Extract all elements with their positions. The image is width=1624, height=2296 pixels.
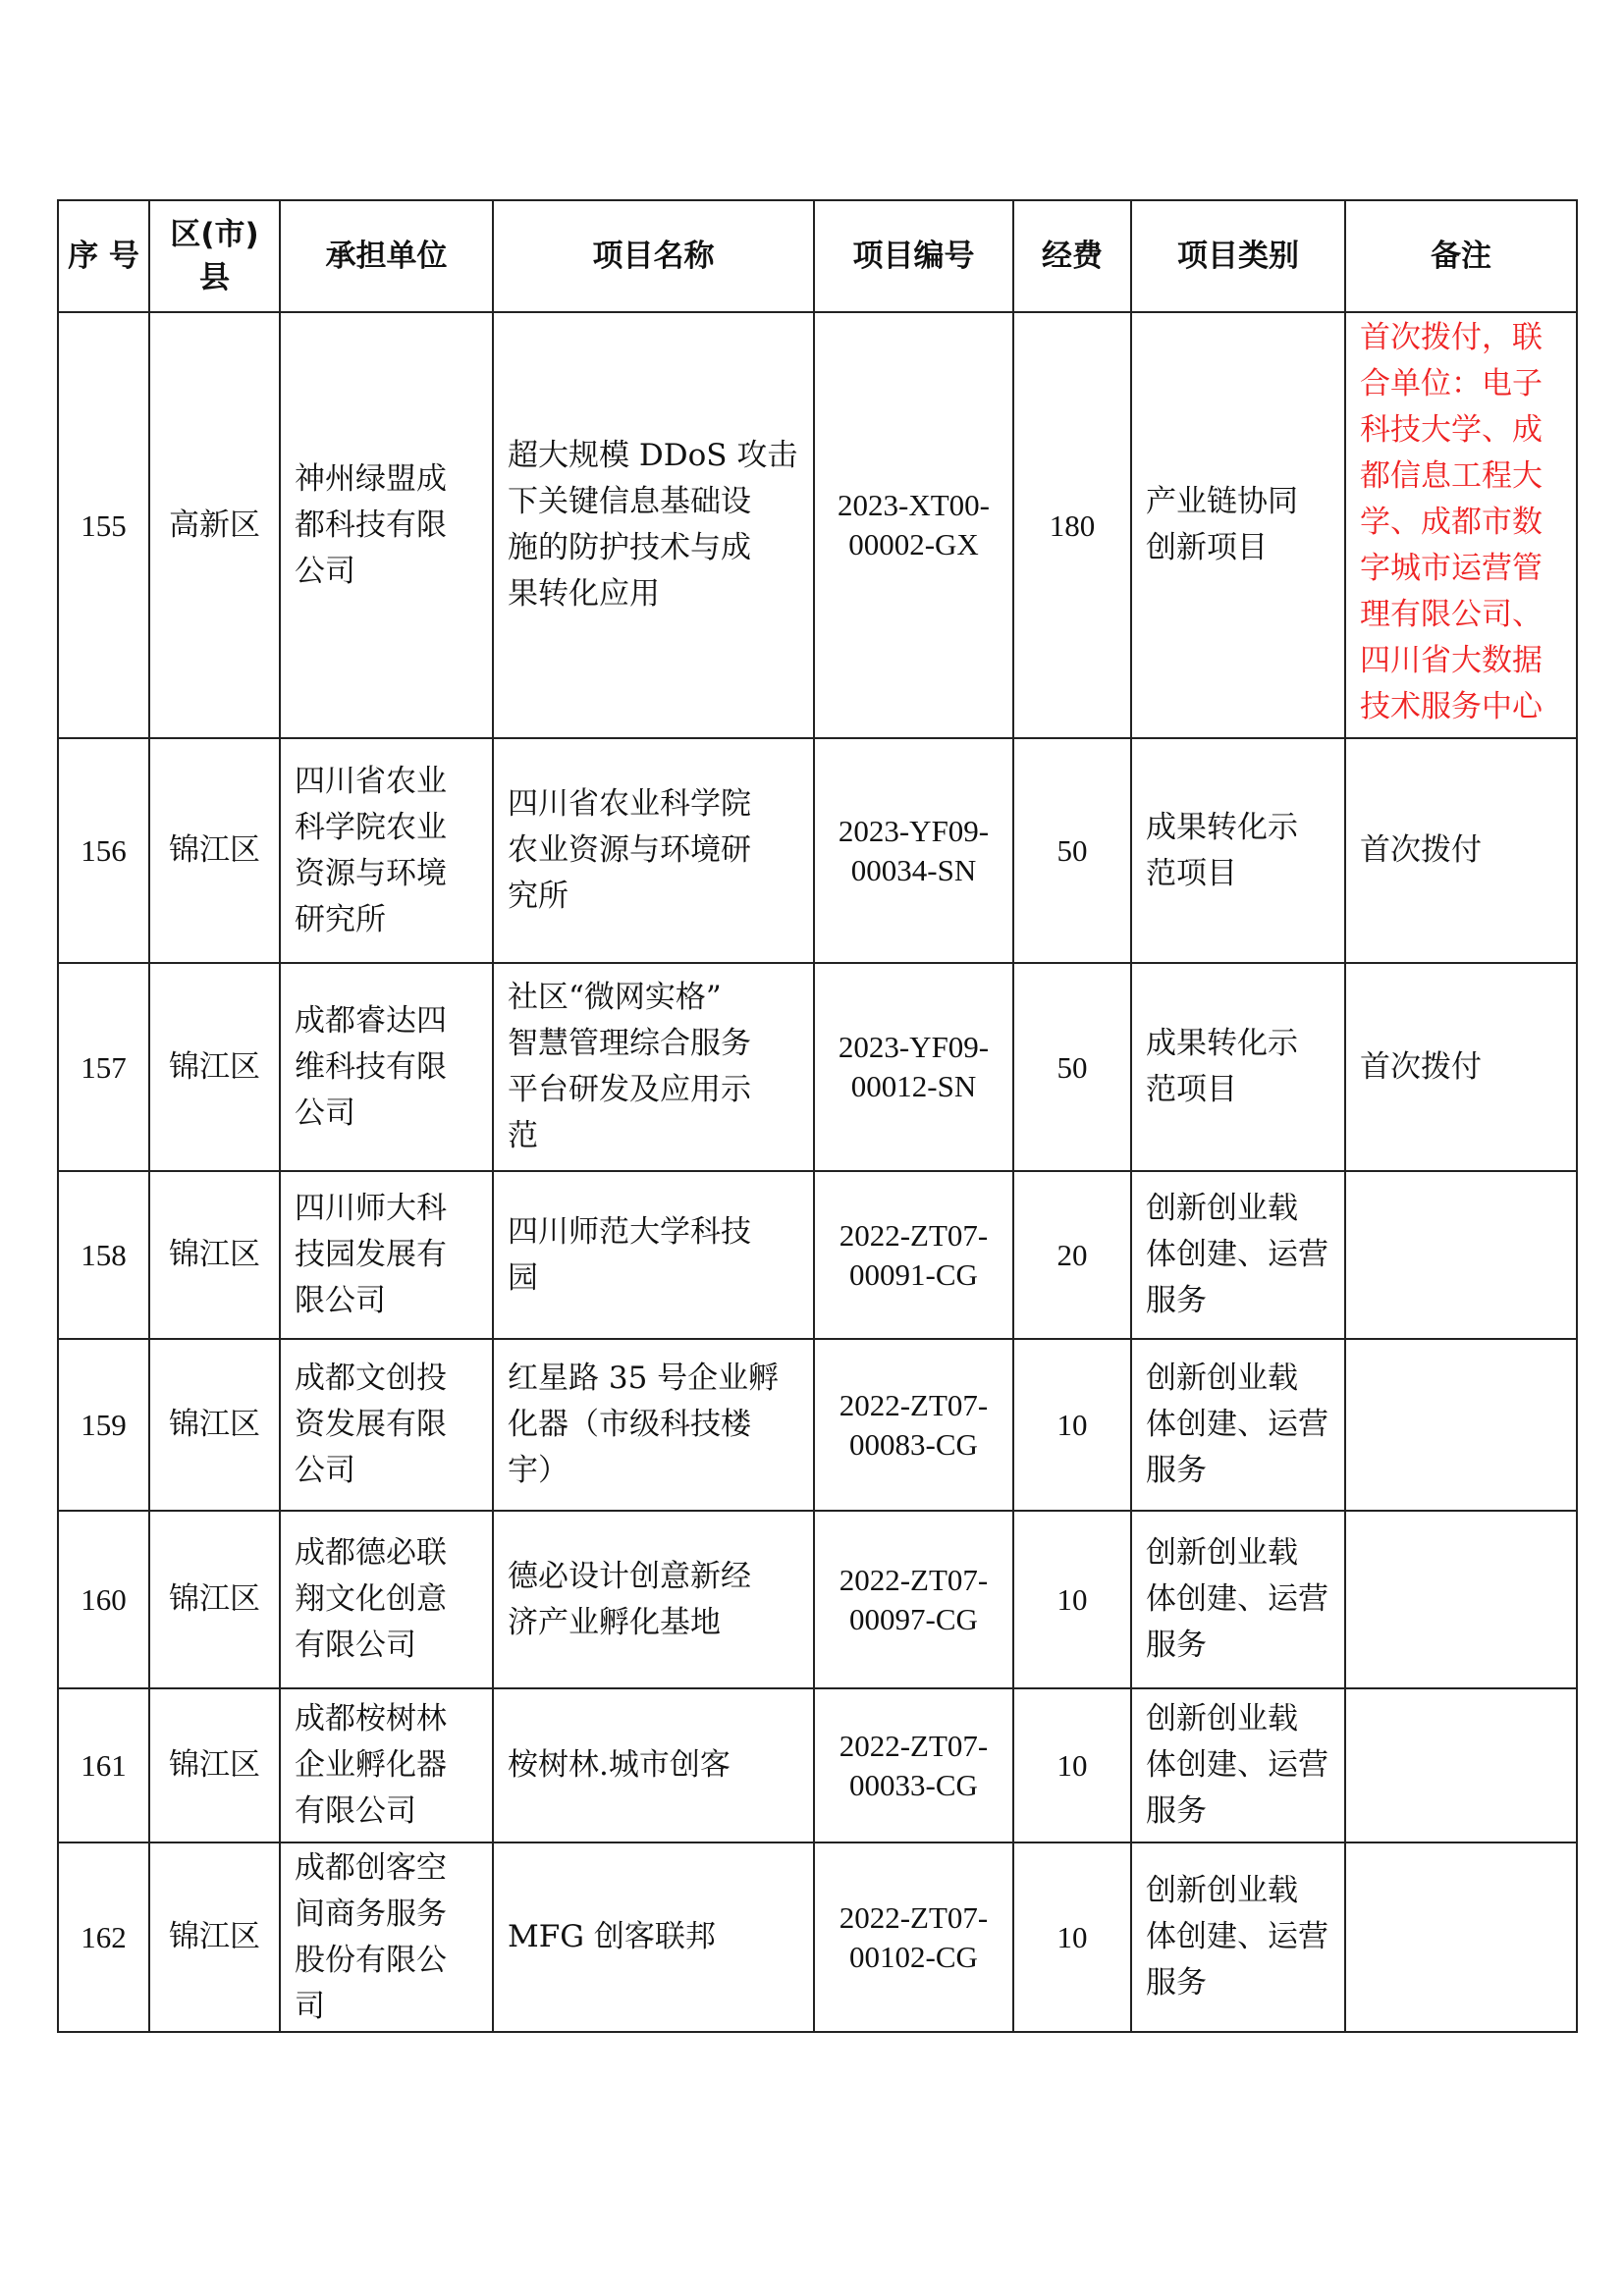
cell-project-name: 桉树林.城市创客 bbox=[493, 1688, 814, 1842]
cell-project-name: 四川省农业科学院 农业资源与环境研 究所 bbox=[493, 738, 814, 963]
table-row bbox=[58, 1511, 1577, 1688]
header-district: 区(市) 县 bbox=[149, 200, 280, 312]
header-category: 项目类别 bbox=[1131, 200, 1345, 312]
cell-project-code: 2022-ZT07- 00091-CG bbox=[814, 1171, 1013, 1339]
cell-project-name: MFG 创客联邦 bbox=[493, 1842, 814, 2032]
cell-unit: 成都桉树林 企业孵化器 有限公司 bbox=[280, 1688, 493, 1842]
header-remark: 备注 bbox=[1345, 200, 1577, 312]
cell-district: 锦江区 bbox=[149, 963, 280, 1171]
cell-funds: 50 bbox=[1013, 963, 1131, 1171]
cell-district: 锦江区 bbox=[149, 738, 280, 963]
cell-remark bbox=[1345, 1171, 1577, 1339]
cell-project-code: 2022-ZT07- 00097-CG bbox=[814, 1511, 1013, 1688]
cell-district: 锦江区 bbox=[149, 1339, 280, 1511]
cell-remark bbox=[1345, 1511, 1577, 1688]
cell-category: 创新创业载 体创建、运营 服务 bbox=[1131, 1511, 1345, 1688]
cell-funds: 50 bbox=[1013, 738, 1131, 963]
cell-seq: 159 bbox=[58, 1339, 149, 1511]
cell-funds: 10 bbox=[1013, 1688, 1131, 1842]
cell-project-code: 2022-ZT07- 00102-CG bbox=[814, 1842, 1013, 2032]
cell-category: 创新创业载 体创建、运营 服务 bbox=[1131, 1688, 1345, 1842]
cell-seq: 158 bbox=[58, 1171, 149, 1339]
cell-unit: 成都睿达四 维科技有限 公司 bbox=[280, 963, 493, 1171]
table-row bbox=[58, 1842, 1577, 2032]
cell-unit: 成都德必联 翔文化创意 有限公司 bbox=[280, 1511, 493, 1688]
cell-remark bbox=[1345, 1339, 1577, 1511]
table-row bbox=[58, 1339, 1577, 1511]
cell-project-name: 超大规模 DDoS 攻击 下关键信息基础设 施的防护技术与成 果转化应用 bbox=[493, 312, 814, 738]
cell-remark: 首次拨付，联 合单位：电子 科技大学、成 都信息工程大 学、成都市数 字城市运营管 理有限公司、 四川省大数据 技术服务中心 bbox=[1345, 312, 1577, 738]
header-project-code: 项目编号 bbox=[814, 200, 1013, 312]
cell-remark: 首次拨付 bbox=[1345, 963, 1577, 1171]
cell-project-name: 红星路 35 号企业孵 化器（市级科技楼 宇） bbox=[493, 1339, 814, 1511]
cell-project-code: 2023-YF09- 00012-SN bbox=[814, 963, 1013, 1171]
cell-unit: 神州绿盟成 都科技有限 公司 bbox=[280, 312, 493, 738]
header-seq: 序 号 bbox=[58, 200, 149, 312]
cell-district: 锦江区 bbox=[149, 1171, 280, 1339]
project-funding-table bbox=[57, 199, 1578, 2033]
header-funds: 经费 bbox=[1013, 200, 1131, 312]
table-row bbox=[58, 312, 1577, 738]
cell-district: 锦江区 bbox=[149, 1511, 280, 1688]
cell-unit: 成都创客空 间商务服务 股份有限公 司 bbox=[280, 1842, 493, 2032]
cell-category: 创新创业载 体创建、运营 服务 bbox=[1131, 1339, 1345, 1511]
cell-project-name: 四川师范大学科技 园 bbox=[493, 1171, 814, 1339]
cell-district: 锦江区 bbox=[149, 1842, 280, 2032]
table-row bbox=[58, 738, 1577, 963]
header-row bbox=[58, 200, 1577, 312]
cell-project-name: 德必设计创意新经 济产业孵化基地 bbox=[493, 1511, 814, 1688]
cell-project-code: 2023-YF09- 00034-SN bbox=[814, 738, 1013, 963]
cell-seq: 155 bbox=[58, 312, 149, 738]
cell-category: 产业链协同 创新项目 bbox=[1131, 312, 1345, 738]
cell-seq: 160 bbox=[58, 1511, 149, 1688]
cell-remark: 首次拨付 bbox=[1345, 738, 1577, 963]
cell-unit: 成都文创投 资发展有限 公司 bbox=[280, 1339, 493, 1511]
cell-unit: 四川省农业 科学院农业 资源与环境 研究所 bbox=[280, 738, 493, 963]
cell-project-name: 社区“微网实格” 智慧管理综合服务 平台研发及应用示 范 bbox=[493, 963, 814, 1171]
cell-unit: 四川师大科 技园发展有 限公司 bbox=[280, 1171, 493, 1339]
cell-project-code: 2022-ZT07- 00083-CG bbox=[814, 1339, 1013, 1511]
cell-funds: 20 bbox=[1013, 1171, 1131, 1339]
cell-project-code: 2022-ZT07- 00033-CG bbox=[814, 1688, 1013, 1842]
cell-district: 高新区 bbox=[149, 312, 280, 738]
table-row bbox=[58, 1688, 1577, 1842]
cell-seq: 162 bbox=[58, 1842, 149, 2032]
cell-project-code: 2023-XT00- 00002-GX bbox=[814, 312, 1013, 738]
cell-remark bbox=[1345, 1688, 1577, 1842]
header-project-name: 项目名称 bbox=[493, 200, 814, 312]
table-row bbox=[58, 1171, 1577, 1339]
cell-funds: 10 bbox=[1013, 1339, 1131, 1511]
cell-seq: 161 bbox=[58, 1688, 149, 1842]
header-unit: 承担单位 bbox=[280, 200, 493, 312]
cell-category: 创新创业载 体创建、运营 服务 bbox=[1131, 1171, 1345, 1339]
cell-seq: 157 bbox=[58, 963, 149, 1171]
cell-funds: 10 bbox=[1013, 1842, 1131, 2032]
cell-remark bbox=[1345, 1842, 1577, 2032]
cell-category: 成果转化示 范项目 bbox=[1131, 963, 1345, 1171]
cell-category: 成果转化示 范项目 bbox=[1131, 738, 1345, 963]
cell-district: 锦江区 bbox=[149, 1688, 280, 1842]
cell-funds: 180 bbox=[1013, 312, 1131, 738]
cell-funds: 10 bbox=[1013, 1511, 1131, 1688]
cell-category: 创新创业载 体创建、运营 服务 bbox=[1131, 1842, 1345, 2032]
table-row bbox=[58, 963, 1577, 1171]
cell-seq: 156 bbox=[58, 738, 149, 963]
